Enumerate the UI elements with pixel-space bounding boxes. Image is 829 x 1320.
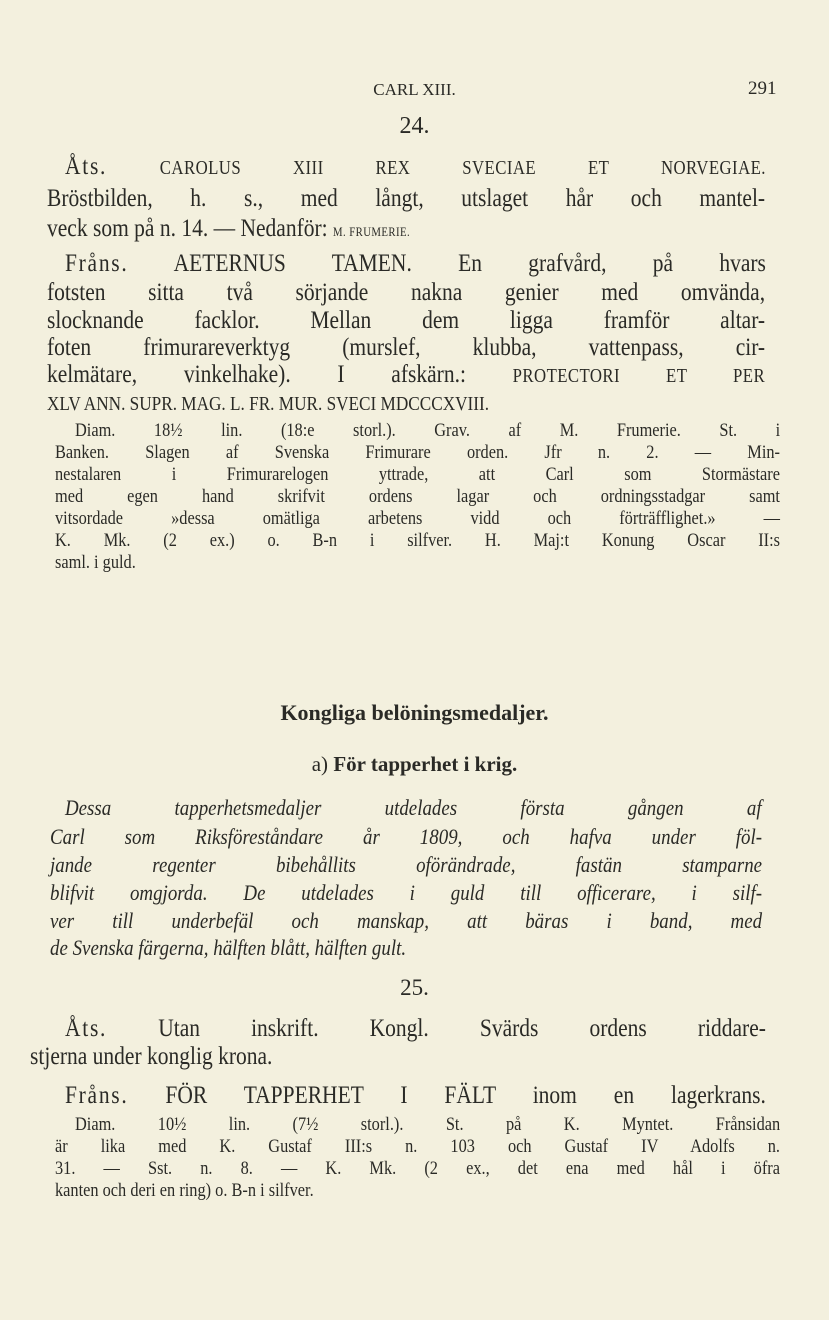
note-line: Banken. Slagen af Svenska Frimurare orden. Jfr n. 2. — Min-	[55, 442, 780, 463]
reverse-line: Fråns. AETERNUS TAMEN. En grafvård, på hvars	[65, 250, 766, 277]
intro-line: Carl som Riksföreståndare år 1809, och hafva under föl-	[50, 824, 763, 849]
reverse-line: kelmätare, vinkelhake). I afskärn.: PROTECTORI ET PER	[47, 361, 766, 388]
reverse-line: slocknande facklor. Mellan dem ligga framför altar-	[47, 307, 766, 334]
obverse-line: stjerna under konglig krona.	[30, 1043, 273, 1070]
note-line: K. Mk. (2 ex.) o. B-n i silfver. H. Maj:t Konung Oscar II:s	[55, 530, 780, 551]
subsection-title: a) För tapperhet i krig.	[311, 752, 518, 776]
obverse-line: Åts. CAROLUS XIII REX SVECIAE ET NORVEGIAE.	[65, 153, 766, 180]
obverse-line: Bröstbilden, h. s., med långt, utslaget hår och mantel-	[47, 185, 766, 212]
entry-number: 24.	[399, 113, 430, 139]
note-line: 31. — Sst. n. 8. — K. Mk. (2 ex., det ena med hål i öfra	[55, 1158, 780, 1179]
running-title: CARL XIII.	[373, 80, 456, 99]
intro-line: Dessa tapperhetsmedaljer utdelades första gången af	[65, 795, 762, 820]
note-line: kanten och deri en ring) o. B-n i silfver.	[55, 1180, 314, 1201]
note-line: Diam. 10½ lin. (7½ storl.). St. på K. Myntet. Frånsidan	[75, 1114, 781, 1135]
note-line: är lika med K. Gustaf III:s n. 103 och Gustaf IV Adolfs n.	[55, 1136, 780, 1157]
obverse-line: Åts. Utan inskrift. Kongl. Svärds ordens riddare-	[65, 1015, 766, 1042]
reverse-line: foten frimurareverktyg (murslef, klubba, vattenpass, cir-	[47, 334, 766, 361]
intro-line: blifvit omgjorda. De utdelades i guld till officerare, i silf-	[50, 880, 763, 905]
intro-line: ver till underbefäl och manskap, att bäras i band, med	[50, 908, 763, 933]
note-line: med egen hand skrifvit ordens lagar och ordningsstadgar samt	[55, 486, 780, 507]
note-line: saml. i guld.	[55, 552, 136, 573]
note-line: nestalaren i Frimurarelogen yttrade, att Carl som Stormästare	[55, 464, 780, 485]
note-line: vitsordade »dessa omätliga arbetens vidd och förträfflighet.» —	[55, 508, 780, 529]
note-line: Diam. 18½ lin. (18:e storl.). Grav. af M. Frumerie. St. i	[75, 420, 781, 441]
reverse-line: Fråns. FÖR TAPPERHET I FÄLT inom en lagerkrans.	[65, 1082, 766, 1109]
obverse-line: veck som på n. 14. — Nedanför: M. FRUMERIE.	[47, 215, 411, 242]
reverse-line: XLV ANN. SUPR. MAG. L. FR. MUR. SVECI MDCCCXVIII.	[47, 393, 490, 415]
section-title: Kongliga belöningsmedaljer.	[280, 700, 549, 725]
reverse-line: fotsten sitta två sörjande nakna genier med omvända,	[47, 279, 766, 306]
page-number: 291	[748, 78, 777, 99]
intro-line: de Svenska färgerna, hälften blått, hälften gult.	[50, 935, 407, 960]
intro-line: jande regenter bibehållits oförändrade, fastän stamparne	[50, 852, 763, 877]
entry-number: 25.	[400, 975, 429, 1000]
